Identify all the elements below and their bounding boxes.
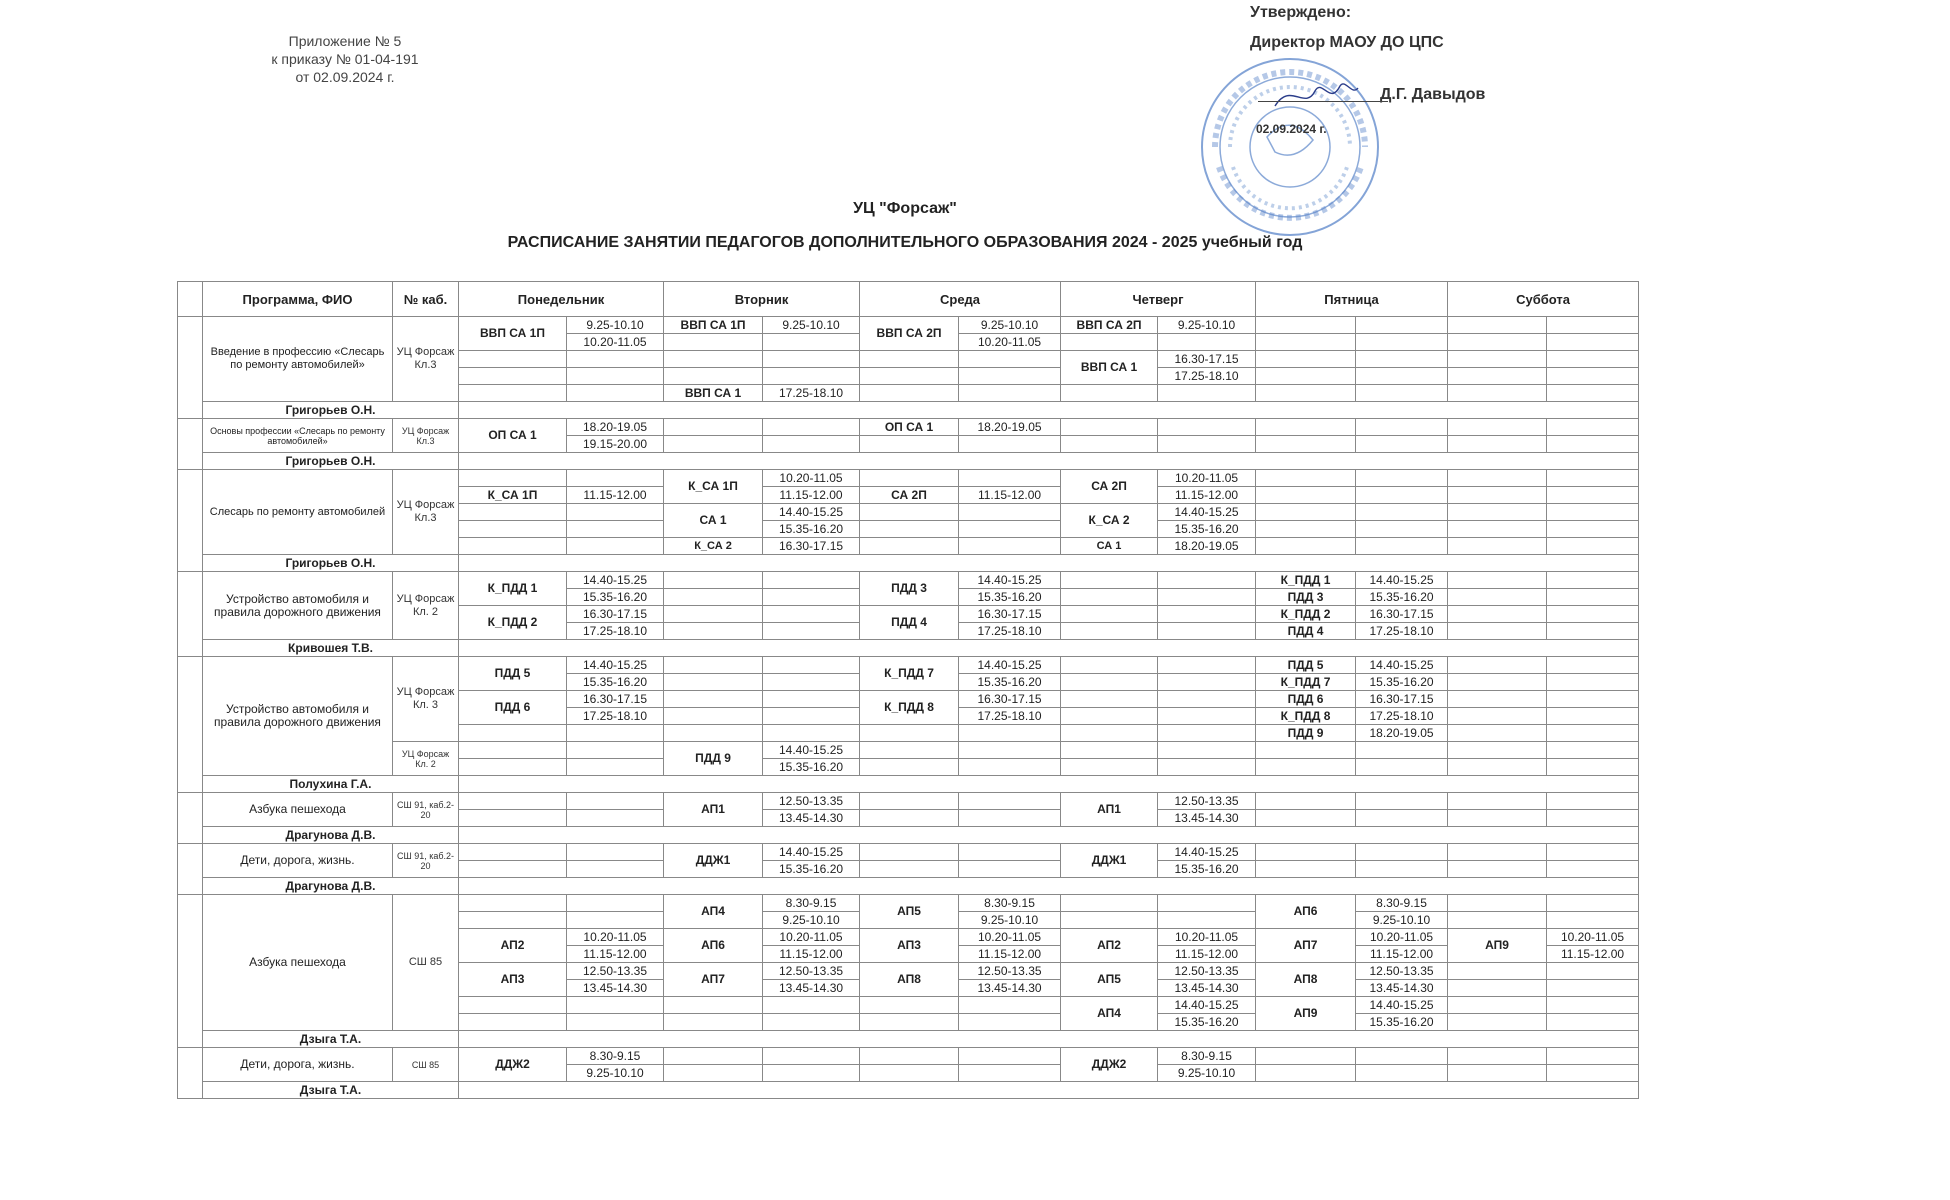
group-cell: АП5: [860, 895, 959, 929]
teacher-row: [178, 640, 1639, 657]
teacher-name: Драгунова Д.В.: [203, 878, 459, 895]
time-cell: 13.45-14.30: [763, 980, 860, 997]
thursday-header: Четверг: [1061, 282, 1256, 317]
group-cell: АП8: [1256, 963, 1356, 997]
group-cell: АП2: [459, 929, 567, 963]
time-cell: 10.20-11.05: [567, 334, 664, 351]
group-cell: АП4: [664, 895, 763, 929]
teacher-row: [178, 402, 1639, 419]
time-cell: 13.45-14.30: [1158, 980, 1256, 997]
group-cell: К_ПДД 1: [1256, 572, 1356, 589]
time-cell: 15.35-16.20: [763, 861, 860, 878]
approval-date: 02.09.2024 г.: [1256, 122, 1327, 136]
time-cell: 12.50-13.35: [763, 793, 860, 810]
annex-line-2: к приказу № 01-04-191: [271, 51, 419, 67]
time-cell: 16.30-17.15: [763, 538, 860, 555]
friday-header: Пятница: [1256, 282, 1448, 317]
group-cell: ПДД 6: [459, 691, 567, 725]
program-cell: Устройство автомобиля и правила дорожного движения: [203, 572, 393, 640]
group-cell: СА 1: [664, 504, 763, 538]
time-cell: 9.25-10.10: [567, 1065, 664, 1082]
time-cell: 9.25-10.10: [763, 912, 860, 929]
time-cell: 14.40-15.25: [1356, 572, 1448, 589]
time-cell: 16.30-17.15: [567, 606, 664, 623]
group-cell: ВВП СА 2П: [860, 317, 959, 351]
group-cell: СА 2П: [860, 487, 959, 504]
schedule-table: [177, 281, 1639, 1099]
index-header: [178, 282, 203, 317]
time-cell: 14.40-15.25: [567, 657, 664, 674]
group-cell: ВВП СА 1П: [664, 317, 763, 334]
time-cell: 9.25-10.10: [1158, 1065, 1256, 1082]
program-cell: Дети, дорога, жизнь.: [203, 1048, 393, 1082]
time-cell: 12.50-13.35: [763, 963, 860, 980]
group-cell: ПДД 3: [1256, 589, 1356, 606]
group-cell: К_ПДД 2: [1256, 606, 1356, 623]
time-cell: 13.45-14.30: [1158, 810, 1256, 827]
table-row: [178, 844, 1639, 861]
teacher-name: Кривошея Т.В.: [203, 640, 459, 657]
time-cell: 11.15-12.00: [763, 487, 860, 504]
time-cell: 15.35-16.20: [1356, 1014, 1448, 1031]
teacher-name: Драгунова Д.В.: [203, 827, 459, 844]
time-cell: 15.35-16.20: [567, 674, 664, 691]
time-cell: 17.25-18.10: [567, 708, 664, 725]
time-cell: 14.40-15.25: [1356, 657, 1448, 674]
room-cell: СШ 85: [393, 895, 459, 1031]
time-cell: 15.35-16.20: [1158, 1014, 1256, 1031]
room-cell: УЦ Форсаж Кл.3: [393, 317, 459, 402]
annex-line-1: Приложение № 5: [288, 33, 402, 49]
time-cell: 12.50-13.35: [1356, 963, 1448, 980]
table-row: [178, 470, 1639, 487]
approved-label: Утверждено:: [1250, 4, 1352, 21]
time-cell: 14.40-15.25: [959, 657, 1061, 674]
time-cell: 9.25-10.10: [763, 317, 860, 334]
tuesday-header: Вторник: [664, 282, 860, 317]
time-cell: 11.15-12.00: [763, 946, 860, 963]
time-cell: 15.35-16.20: [959, 589, 1061, 606]
time-cell: 16.30-17.15: [1158, 351, 1256, 368]
group-cell: ОП СА 1: [860, 419, 959, 436]
group-cell: ПДД 4: [860, 606, 959, 640]
group-cell: К_ПДД 1: [459, 572, 567, 606]
time-cell: 15.35-16.20: [1158, 861, 1256, 878]
group-cell: АП7: [1256, 929, 1356, 963]
time-cell: 8.30-9.15: [1158, 1048, 1256, 1065]
program-cell: Основы профессии «Слесарь по ремонту автомобилей»: [203, 419, 393, 453]
group-cell: АП7: [664, 963, 763, 997]
signature-line: [1258, 101, 1388, 102]
time-cell: 10.20-11.05: [959, 334, 1061, 351]
time-cell: 15.35-16.20: [1158, 521, 1256, 538]
teacher-name: Григорьев О.Н.: [203, 402, 459, 419]
time-cell: 17.25-18.10: [567, 623, 664, 640]
header-row: [178, 282, 1639, 317]
group-cell: ПДД 5: [459, 657, 567, 691]
annex-line-3: от 02.09.2024 г.: [295, 69, 395, 85]
time-cell: 16.30-17.15: [1356, 606, 1448, 623]
teacher-row: [178, 878, 1639, 895]
table-row: [178, 572, 1639, 589]
time-cell: 15.35-16.20: [1356, 674, 1448, 691]
group-cell: АП6: [1256, 895, 1356, 929]
time-cell: 17.25-18.10: [1356, 708, 1448, 725]
program-cell: Азбука пешехода: [203, 895, 393, 1031]
time-cell: 13.45-14.30: [763, 810, 860, 827]
table-row: [178, 793, 1639, 810]
group-cell: АП1: [1061, 793, 1158, 827]
room-cell: УЦ Форсаж Кл.3: [393, 419, 459, 453]
group-cell: АП9: [1448, 929, 1547, 963]
time-cell: 15.35-16.20: [567, 589, 664, 606]
group-cell: АП9: [1256, 997, 1356, 1031]
group-cell: СА 2П: [1061, 470, 1158, 504]
room-cell: СШ 85: [393, 1048, 459, 1082]
time-cell: 11.15-12.00: [959, 946, 1061, 963]
time-cell: 14.40-15.25: [763, 742, 860, 759]
center-title: УЦ "Форсаж": [853, 200, 957, 217]
room-cell: УЦ Форсаж Кл.3: [393, 470, 459, 555]
time-cell: 13.45-14.30: [1356, 980, 1448, 997]
time-cell: 14.40-15.25: [959, 572, 1061, 589]
time-cell: 18.20-19.05: [567, 419, 664, 436]
time-cell: 12.50-13.35: [1158, 793, 1256, 810]
time-cell: 18.20-19.05: [1158, 538, 1256, 555]
group-cell: АП5: [1061, 963, 1158, 997]
time-cell: 9.25-10.10: [1356, 912, 1448, 929]
group-cell: ПДД 3: [860, 572, 959, 606]
teacher-row: [178, 1031, 1639, 1048]
group-cell: К_СА 2: [1061, 504, 1158, 538]
group-cell: АП6: [664, 929, 763, 963]
time-cell: 18.20-19.05: [1356, 725, 1448, 742]
teacher-row: [178, 555, 1639, 572]
time-cell: 8.30-9.15: [567, 1048, 664, 1065]
teacher-row: [178, 776, 1639, 793]
schedule-title: РАСПИСАНИЕ ЗАНЯТИИ ПЕДАГОГОВ ДОПОЛНИТЕЛЬНОГО ОБРАЗОВАНИЯ 2024 - 2025 учебный год: [507, 234, 1303, 251]
time-cell: 10.20-11.05: [763, 929, 860, 946]
room-cell: УЦ Форсаж Кл. 2: [393, 572, 459, 640]
teacher-name: Дзыга Т.А.: [203, 1031, 459, 1048]
group-cell: К_ПДД 8: [1256, 708, 1356, 725]
table-row: [178, 895, 1639, 912]
group-cell: АП3: [860, 929, 959, 963]
group-cell: СА 1: [1061, 538, 1158, 555]
time-cell: 15.35-16.20: [763, 759, 860, 776]
time-cell: 10.20-11.05: [763, 470, 860, 487]
time-cell: 17.25-18.10: [959, 708, 1061, 725]
time-cell: 14.40-15.25: [763, 844, 860, 861]
group-cell: ДДЖ1: [664, 844, 763, 878]
time-cell: 13.45-14.30: [567, 980, 664, 997]
teacher-name: Григорьев О.Н.: [203, 453, 459, 470]
program-cell: Устройство автомобиля и правила дорожного движения: [203, 657, 393, 776]
time-cell: 15.35-16.20: [763, 521, 860, 538]
program-cell: Дети, дорога, жизнь.: [203, 844, 393, 878]
table-row: [178, 419, 1639, 436]
group-cell: К_ПДД 2: [459, 606, 567, 640]
time-cell: 13.45-14.30: [959, 980, 1061, 997]
wednesday-header: Среда: [860, 282, 1061, 317]
time-cell: 17.25-18.10: [959, 623, 1061, 640]
time-cell: 12.50-13.35: [567, 963, 664, 980]
group-cell: К_ПДД 8: [860, 691, 959, 725]
time-cell: 8.30-9.15: [763, 895, 860, 912]
time-cell: 17.25-18.10: [1158, 368, 1256, 385]
time-cell: 14.40-15.25: [1158, 997, 1256, 1014]
time-cell: 19.15-20.00: [567, 436, 664, 453]
room-cell: УЦ Форсаж Кл. 2: [393, 742, 459, 776]
time-cell: 15.35-16.20: [959, 674, 1061, 691]
group-cell: АП8: [860, 963, 959, 997]
teacher-name: Григорьев О.Н.: [203, 555, 459, 572]
program-cell: Слесарь по ремонту автомобилей: [203, 470, 393, 555]
time-cell: 11.15-12.00: [959, 487, 1061, 504]
time-cell: 10.20-11.05: [1547, 929, 1639, 946]
group-cell: ПДД 5: [1256, 657, 1356, 674]
time-cell: 9.25-10.10: [959, 317, 1061, 334]
room-header: № каб.: [393, 282, 459, 317]
time-cell: 16.30-17.15: [959, 691, 1061, 708]
time-cell: 12.50-13.35: [1158, 963, 1256, 980]
group-cell: ПДД 9: [664, 742, 763, 776]
time-cell: 16.30-17.15: [567, 691, 664, 708]
time-cell: 16.30-17.15: [1356, 691, 1448, 708]
annex-block: [245, 32, 445, 86]
time-cell: 14.40-15.25: [1356, 997, 1448, 1014]
group-cell: К_СА 2: [664, 538, 763, 555]
time-cell: 10.20-11.05: [567, 929, 664, 946]
program-header: Программа, ФИО: [203, 282, 393, 317]
table-row: [178, 317, 1639, 334]
time-cell: 11.15-12.00: [567, 946, 664, 963]
time-cell: 11.15-12.00: [567, 487, 664, 504]
group-cell: ПДД 6: [1256, 691, 1356, 708]
time-cell: 9.25-10.10: [1158, 317, 1256, 334]
time-cell: 10.20-11.05: [959, 929, 1061, 946]
time-cell: 12.50-13.35: [959, 963, 1061, 980]
time-cell: 8.30-9.15: [959, 895, 1061, 912]
teacher-name: Полухина Г.А.: [203, 776, 459, 793]
group-cell: К_СА 1П: [459, 487, 567, 504]
director-position: Директор МАОУ ДО ЦПС: [1250, 34, 1444, 51]
group-cell: АП3: [459, 963, 567, 997]
room-cell: УЦ Форсаж Кл. 3: [393, 657, 459, 742]
group-cell: ДДЖ1: [1061, 844, 1158, 878]
table-row: [178, 742, 1639, 759]
teacher-name: Дзыга Т.А.: [203, 1082, 459, 1099]
time-cell: 17.25-18.10: [1356, 623, 1448, 640]
time-cell: 9.25-10.10: [567, 317, 664, 334]
group-cell: К_СА 1П: [664, 470, 763, 504]
group-cell: ВВП СА 1: [664, 385, 763, 402]
program-cell: Азбука пешехода: [203, 793, 393, 827]
group-cell: АП1: [664, 793, 763, 827]
group-cell: ПДД 9: [1256, 725, 1356, 742]
time-cell: 14.40-15.25: [1158, 504, 1256, 521]
room-cell: СШ 91, каб.2-20: [393, 844, 459, 878]
time-cell: 11.15-12.00: [1158, 946, 1256, 963]
group-cell: АП4: [1061, 997, 1158, 1031]
signature-icon: [1270, 76, 1360, 116]
time-cell: 16.30-17.15: [959, 606, 1061, 623]
saturday-header: Суббота: [1448, 282, 1639, 317]
group-cell: АП2: [1061, 929, 1158, 963]
group-cell: К_ПДД 7: [860, 657, 959, 691]
time-cell: 9.25-10.10: [959, 912, 1061, 929]
group-cell: ВВП СА 2П: [1061, 317, 1158, 334]
group-cell: ПДД 4: [1256, 623, 1356, 640]
time-cell: 11.15-12.00: [1547, 946, 1639, 963]
group-cell: ОП СА 1: [459, 419, 567, 453]
time-cell: 15.35-16.20: [1356, 589, 1448, 606]
time-cell: 10.20-11.05: [1356, 929, 1448, 946]
group-cell: ДДЖ2: [1061, 1048, 1158, 1082]
table-row: [178, 657, 1639, 674]
program-cell: Введение в профессию «Слесарь по ремонту автомобилей»: [203, 317, 393, 402]
time-cell: 10.20-11.05: [1158, 929, 1256, 946]
teacher-row: [178, 1082, 1639, 1099]
director-name: Д.Г. Давыдов: [1380, 86, 1486, 103]
time-cell: 17.25-18.10: [763, 385, 860, 402]
monday-header: Понедельник: [459, 282, 664, 317]
group-cell: К_ПДД 7: [1256, 674, 1356, 691]
time-cell: 14.40-15.25: [567, 572, 664, 589]
time-cell: 14.40-15.25: [1158, 844, 1256, 861]
time-cell: 18.20-19.05: [959, 419, 1061, 436]
time-cell: 11.15-12.00: [1356, 946, 1448, 963]
time-cell: 8.30-9.15: [1356, 895, 1448, 912]
teacher-row: [178, 453, 1639, 470]
table-row: [178, 1048, 1639, 1065]
time-cell: 11.15-12.00: [1158, 487, 1256, 504]
group-cell: ДДЖ2: [459, 1048, 567, 1082]
time-cell: 10.20-11.05: [1158, 470, 1256, 487]
group-cell: ВВП СА 1П: [459, 317, 567, 351]
room-cell: СШ 91, каб.2-20: [393, 793, 459, 827]
group-cell: ВВП СА 1: [1061, 351, 1158, 385]
time-cell: 14.40-15.25: [763, 504, 860, 521]
teacher-row: [178, 827, 1639, 844]
